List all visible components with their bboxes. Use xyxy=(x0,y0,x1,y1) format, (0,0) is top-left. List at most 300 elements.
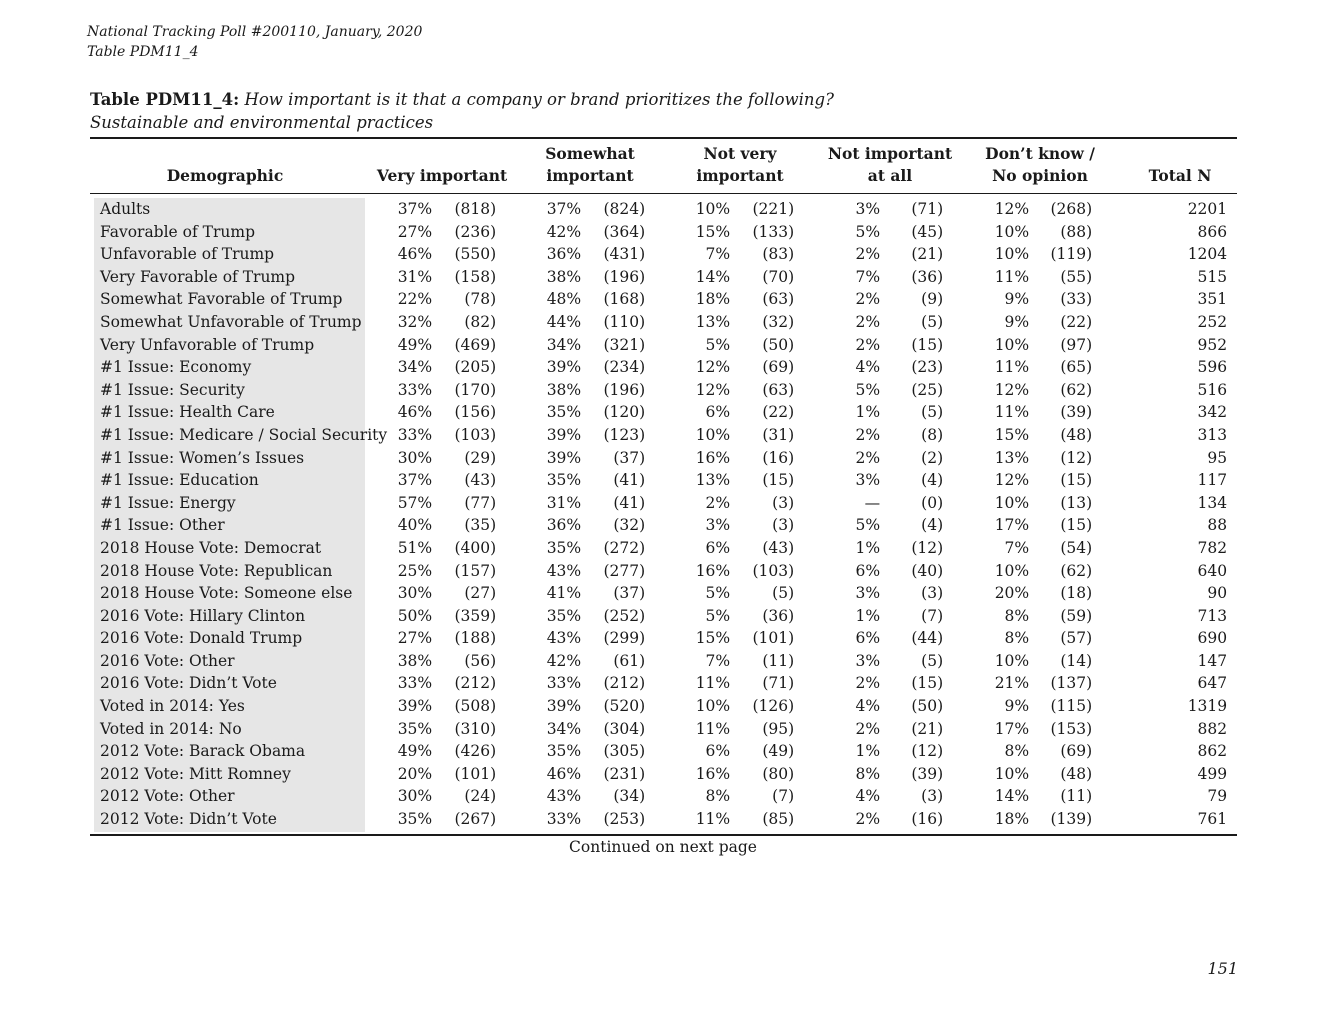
somewhat-important-n-cell: (61) xyxy=(613,651,646,670)
table-row xyxy=(90,243,1227,266)
not-important-pct-cell: 1% xyxy=(855,742,881,761)
very-important-n-cell: (310) xyxy=(454,719,497,738)
table-row xyxy=(90,379,1227,402)
not-very-important-n-cell: (70) xyxy=(762,267,795,286)
dont-know-pct-cell: 17% xyxy=(994,516,1030,535)
not-important-n-cell: (7) xyxy=(921,606,944,625)
somewhat-important-n-cell: (41) xyxy=(613,471,646,490)
dont-know-pct-cell: 8% xyxy=(1004,629,1030,648)
somewhat-important-pct-cell: 35% xyxy=(546,742,582,761)
dont-know-pct-cell: 15% xyxy=(994,425,1030,444)
dont-know-n-cell: (12) xyxy=(1060,448,1093,467)
table-row xyxy=(90,356,1227,379)
not-important-n-cell: (2) xyxy=(921,448,944,467)
very-important-pct-cell: 35% xyxy=(397,810,433,829)
total-n-cell: 515 xyxy=(1197,267,1228,286)
very-important-pct-cell: 38% xyxy=(397,651,433,670)
not-important-pct-cell: 2% xyxy=(855,674,881,693)
table-row xyxy=(90,198,1227,221)
dont-know-pct-cell: 13% xyxy=(994,448,1030,467)
somewhat-important-n-cell: (321) xyxy=(603,335,646,354)
not-very-important-n-cell: (3) xyxy=(772,493,795,512)
not-very-important-n-cell: (63) xyxy=(762,290,795,309)
not-very-important-pct-cell: 10% xyxy=(695,697,731,716)
not-very-important-n-cell: (71) xyxy=(762,674,795,693)
table-row xyxy=(90,627,1227,650)
not-important-pct-cell: 3% xyxy=(855,584,881,603)
not-very-important-n-cell: (69) xyxy=(762,358,795,377)
total-n-cell: 342 xyxy=(1197,403,1228,422)
not-very-important-pct-cell: 13% xyxy=(695,312,731,331)
demographic-label: #1 Issue: Education xyxy=(100,471,259,490)
col-header-not-important: Not important at all xyxy=(827,144,953,185)
demographic-label: #1 Issue: Women’s Issues xyxy=(100,448,305,467)
dont-know-n-cell: (153) xyxy=(1050,719,1093,738)
dont-know-n-cell: (62) xyxy=(1060,380,1093,399)
not-important-n-cell: (36) xyxy=(911,267,944,286)
not-important-pct-cell: 2% xyxy=(855,335,881,354)
not-important-pct-cell: 2% xyxy=(855,425,881,444)
very-important-pct-cell: 46% xyxy=(397,245,433,264)
not-important-n-cell: (8) xyxy=(921,425,944,444)
dont-know-n-cell: (22) xyxy=(1060,312,1093,331)
table-row xyxy=(90,672,1227,695)
table-row xyxy=(90,334,1227,357)
demographic-label: Unfavorable of Trump xyxy=(100,245,275,264)
not-very-important-n-cell: (133) xyxy=(752,222,795,241)
not-important-n-cell: (23) xyxy=(911,358,944,377)
demographic-label: Very Favorable of Trump xyxy=(100,267,296,286)
very-important-n-cell: (469) xyxy=(454,335,497,354)
table-question: How important is it that a company or brand prioritizes the following? xyxy=(244,90,834,109)
not-important-n-cell: (12) xyxy=(911,742,944,761)
dont-know-pct-cell: 8% xyxy=(1004,606,1030,625)
dont-know-n-cell: (62) xyxy=(1060,561,1093,580)
demographic-label: 2012 Vote: Other xyxy=(100,787,235,806)
not-very-important-n-cell: (95) xyxy=(762,719,795,738)
dont-know-n-cell: (33) xyxy=(1060,290,1093,309)
demographic-label: Voted in 2014: No xyxy=(100,719,242,738)
not-very-important-pct-cell: 15% xyxy=(695,629,731,648)
dont-know-n-cell: (55) xyxy=(1060,267,1093,286)
dont-know-pct-cell: 11% xyxy=(994,403,1030,422)
very-important-n-cell: (426) xyxy=(454,742,497,761)
very-important-pct-cell: 51% xyxy=(397,538,433,557)
somewhat-important-pct-cell: 33% xyxy=(546,810,582,829)
not-very-important-n-cell: (101) xyxy=(752,629,795,648)
not-very-important-n-cell: (16) xyxy=(762,448,795,467)
table-row xyxy=(90,447,1227,470)
not-very-important-pct-cell: 6% xyxy=(705,403,731,422)
not-very-important-pct-cell: 16% xyxy=(695,561,731,580)
not-important-n-cell: (39) xyxy=(911,764,944,783)
very-important-pct-cell: 35% xyxy=(397,719,433,738)
very-important-n-cell: (101) xyxy=(454,764,497,783)
very-important-pct-cell: 37% xyxy=(397,200,433,218)
not-important-n-cell: (44) xyxy=(911,629,944,648)
table-row xyxy=(90,288,1227,311)
not-important-n-cell: (3) xyxy=(921,584,944,603)
very-important-pct-cell: 30% xyxy=(397,787,433,806)
somewhat-important-pct-cell: 43% xyxy=(546,787,582,806)
total-n-cell: 499 xyxy=(1197,764,1228,783)
very-important-pct-cell: 37% xyxy=(397,471,433,490)
very-important-n-cell: (550) xyxy=(454,245,497,264)
demographic-label: 2018 House Vote: Republican xyxy=(100,561,333,580)
page-number: 151 xyxy=(1207,959,1238,978)
very-important-pct-cell: 34% xyxy=(397,358,433,377)
not-important-n-cell: (3) xyxy=(921,787,944,806)
somewhat-important-n-cell: (231) xyxy=(603,764,646,783)
total-n-cell: 516 xyxy=(1197,380,1228,399)
very-important-pct-cell: 22% xyxy=(397,290,433,309)
demographic-label: 2012 Vote: Barack Obama xyxy=(100,742,306,761)
dont-know-pct-cell: 21% xyxy=(994,674,1030,693)
dont-know-pct-cell: 18% xyxy=(994,810,1030,829)
very-important-pct-cell: 33% xyxy=(397,425,433,444)
not-important-n-cell: (15) xyxy=(911,674,944,693)
total-n-cell: 95 xyxy=(1207,448,1228,467)
dont-know-pct-cell: 20% xyxy=(994,584,1030,603)
not-very-important-pct-cell: 12% xyxy=(695,358,731,377)
not-very-important-pct-cell: 5% xyxy=(705,584,731,603)
dont-know-pct-cell: 8% xyxy=(1004,742,1030,761)
not-very-important-pct-cell: 7% xyxy=(705,245,731,264)
dont-know-pct-cell: 7% xyxy=(1004,538,1030,557)
somewhat-important-n-cell: (824) xyxy=(603,200,646,218)
col-header-total: Total N xyxy=(1148,166,1212,185)
very-important-pct-cell: 46% xyxy=(397,403,433,422)
dont-know-pct-cell: 12% xyxy=(994,471,1030,490)
not-important-pct-cell: 2% xyxy=(855,810,881,829)
table-row xyxy=(90,582,1227,605)
very-important-pct-cell: 49% xyxy=(397,335,433,354)
poll-title: National Tracking Poll #200110, January, 2020 xyxy=(87,24,423,40)
total-n-cell: 252 xyxy=(1197,312,1228,331)
not-important-n-cell: (40) xyxy=(911,561,944,580)
total-n-cell: 690 xyxy=(1197,629,1228,648)
somewhat-important-n-cell: (37) xyxy=(613,584,646,603)
somewhat-important-n-cell: (277) xyxy=(603,561,646,580)
not-very-important-pct-cell: 10% xyxy=(695,200,731,218)
somewhat-important-pct-cell: 42% xyxy=(546,222,582,241)
not-very-important-n-cell: (50) xyxy=(762,335,795,354)
very-important-n-cell: (188) xyxy=(454,629,497,648)
dont-know-pct-cell: 9% xyxy=(1004,290,1030,309)
very-important-n-cell: (82) xyxy=(464,312,497,331)
not-very-important-n-cell: (126) xyxy=(752,697,795,716)
col-header-demographic: Demographic xyxy=(166,166,284,185)
very-important-pct-cell: 30% xyxy=(397,448,433,467)
page-header xyxy=(87,22,422,62)
table-row xyxy=(90,695,1227,718)
very-important-pct-cell: 49% xyxy=(397,742,433,761)
top-rule xyxy=(90,137,1237,139)
dont-know-n-cell: (119) xyxy=(1050,245,1093,264)
not-important-pct-cell: 1% xyxy=(855,403,881,422)
somewhat-important-n-cell: (110) xyxy=(603,312,646,331)
somewhat-important-n-cell: (34) xyxy=(613,787,646,806)
total-n-cell: 882 xyxy=(1197,719,1228,738)
table-label: Table PDM11_4: xyxy=(90,90,240,109)
very-important-pct-cell: 31% xyxy=(397,267,433,286)
demographic-label: 2016 Vote: Didn’t Vote xyxy=(100,674,277,693)
dont-know-pct-cell: 14% xyxy=(994,787,1030,806)
table-row xyxy=(90,424,1227,447)
somewhat-important-n-cell: (253) xyxy=(603,810,646,829)
somewhat-important-n-cell: (305) xyxy=(603,742,646,761)
very-important-n-cell: (77) xyxy=(464,493,497,512)
dont-know-n-cell: (268) xyxy=(1050,200,1093,218)
very-important-n-cell: (27) xyxy=(464,584,497,603)
total-n-cell: 134 xyxy=(1197,493,1228,512)
very-important-n-cell: (212) xyxy=(454,674,497,693)
somewhat-important-n-cell: (196) xyxy=(603,267,646,286)
not-very-important-pct-cell: 15% xyxy=(695,222,731,241)
not-important-pct-cell: 2% xyxy=(855,290,881,309)
somewhat-important-n-cell: (168) xyxy=(603,290,646,309)
table-row xyxy=(90,266,1227,289)
dont-know-n-cell: (15) xyxy=(1060,471,1093,490)
somewhat-important-pct-cell: 38% xyxy=(546,267,582,286)
not-very-important-pct-cell: 13% xyxy=(695,471,731,490)
somewhat-important-pct-cell: 35% xyxy=(546,606,582,625)
dont-know-pct-cell: 9% xyxy=(1004,312,1030,331)
not-very-important-pct-cell: 18% xyxy=(695,290,731,309)
somewhat-important-n-cell: (272) xyxy=(603,538,646,557)
not-important-n-cell: (50) xyxy=(911,697,944,716)
not-important-n-cell: (71) xyxy=(911,200,944,218)
very-important-n-cell: (158) xyxy=(454,267,497,286)
total-n-cell: 761 xyxy=(1197,810,1228,829)
somewhat-important-n-cell: (32) xyxy=(613,516,646,535)
header-rule xyxy=(90,193,1237,194)
dont-know-n-cell: (139) xyxy=(1050,810,1093,829)
very-important-n-cell: (400) xyxy=(454,538,497,557)
not-important-pct-cell: — xyxy=(864,493,881,512)
somewhat-important-n-cell: (252) xyxy=(603,606,646,625)
not-important-pct-cell: 2% xyxy=(855,448,881,467)
not-very-important-n-cell: (22) xyxy=(762,403,795,422)
dont-know-n-cell: (14) xyxy=(1060,651,1093,670)
not-very-important-n-cell: (80) xyxy=(762,764,795,783)
not-very-important-n-cell: (11) xyxy=(762,651,795,670)
very-important-pct-cell: 32% xyxy=(397,312,433,331)
somewhat-important-pct-cell: 39% xyxy=(546,358,582,377)
dont-know-pct-cell: 10% xyxy=(994,561,1030,580)
dont-know-pct-cell: 10% xyxy=(994,651,1030,670)
col-header-very-important: Very important xyxy=(376,166,508,185)
demographic-label: 2016 Vote: Donald Trump xyxy=(100,629,303,648)
not-important-pct-cell: 3% xyxy=(855,651,881,670)
demographic-label: 2018 House Vote: Democrat xyxy=(100,538,322,557)
not-important-n-cell: (5) xyxy=(921,403,944,422)
somewhat-important-pct-cell: 39% xyxy=(546,697,582,716)
table-row xyxy=(90,560,1227,583)
total-n-cell: 2201 xyxy=(1187,200,1228,218)
not-very-important-pct-cell: 11% xyxy=(695,810,731,829)
not-important-pct-cell: 1% xyxy=(855,538,881,557)
demographic-label: 2018 House Vote: Someone else xyxy=(100,584,353,603)
not-very-important-n-cell: (43) xyxy=(762,538,795,557)
demographic-label: #1 Issue: Economy xyxy=(100,358,252,377)
not-very-important-n-cell: (36) xyxy=(762,606,795,625)
somewhat-important-n-cell: (364) xyxy=(603,222,646,241)
very-important-n-cell: (359) xyxy=(454,606,497,625)
not-very-important-n-cell: (15) xyxy=(762,471,795,490)
demographic-label: #1 Issue: Energy xyxy=(100,493,236,512)
dont-know-n-cell: (97) xyxy=(1060,335,1093,354)
somewhat-important-n-cell: (41) xyxy=(613,493,646,512)
very-important-pct-cell: 27% xyxy=(397,222,433,241)
very-important-n-cell: (236) xyxy=(454,222,497,241)
dont-know-n-cell: (57) xyxy=(1060,629,1093,648)
table-subtitle: Sustainable and environmental practices xyxy=(90,113,434,132)
very-important-n-cell: (43) xyxy=(464,471,497,490)
continued-note: Continued on next page xyxy=(569,838,757,856)
not-very-important-n-cell: (83) xyxy=(762,245,795,264)
dont-know-pct-cell: 17% xyxy=(994,719,1030,738)
total-n-cell: 1204 xyxy=(1187,245,1228,264)
very-important-pct-cell: 20% xyxy=(397,764,433,783)
total-n-cell: 640 xyxy=(1197,561,1228,580)
dont-know-pct-cell: 11% xyxy=(994,358,1030,377)
total-n-cell: 862 xyxy=(1197,742,1228,761)
not-very-important-pct-cell: 3% xyxy=(705,516,731,535)
not-important-pct-cell: 5% xyxy=(855,516,881,535)
not-important-pct-cell: 4% xyxy=(855,697,881,716)
table-row xyxy=(90,469,1227,492)
not-very-important-n-cell: (3) xyxy=(772,516,795,535)
very-important-n-cell: (818) xyxy=(454,200,497,218)
dont-know-n-cell: (15) xyxy=(1060,516,1093,535)
not-very-important-pct-cell: 14% xyxy=(695,267,731,286)
table-row xyxy=(90,492,1227,515)
not-important-pct-cell: 1% xyxy=(855,606,881,625)
total-n-cell: 647 xyxy=(1197,674,1228,693)
not-very-important-pct-cell: 6% xyxy=(705,742,731,761)
very-important-n-cell: (508) xyxy=(454,697,497,716)
dont-know-n-cell: (137) xyxy=(1050,674,1093,693)
very-important-n-cell: (78) xyxy=(464,290,497,309)
demographic-label: 2016 Vote: Hillary Clinton xyxy=(100,606,306,625)
not-important-n-cell: (15) xyxy=(911,335,944,354)
somewhat-important-n-cell: (196) xyxy=(603,380,646,399)
not-very-important-pct-cell: 5% xyxy=(705,606,731,625)
not-very-important-n-cell: (221) xyxy=(752,200,795,218)
somewhat-important-pct-cell: 42% xyxy=(546,651,582,670)
not-very-important-pct-cell: 16% xyxy=(695,448,731,467)
col-header-dont-know: Don’t know / No opinion xyxy=(985,144,1095,185)
not-important-pct-cell: 2% xyxy=(855,245,881,264)
somewhat-important-pct-cell: 34% xyxy=(546,335,582,354)
table-row xyxy=(90,514,1227,537)
somewhat-important-n-cell: (234) xyxy=(603,358,646,377)
not-very-important-pct-cell: 6% xyxy=(705,538,731,557)
somewhat-important-pct-cell: 35% xyxy=(546,538,582,557)
total-n-cell: 79 xyxy=(1207,787,1228,806)
not-important-n-cell: (4) xyxy=(921,471,944,490)
not-important-pct-cell: 6% xyxy=(855,629,881,648)
dont-know-pct-cell: 10% xyxy=(994,335,1030,354)
somewhat-important-pct-cell: 39% xyxy=(546,448,582,467)
table-title xyxy=(90,88,1238,134)
very-important-n-cell: (56) xyxy=(464,651,497,670)
not-very-important-pct-cell: 10% xyxy=(695,425,731,444)
total-n-cell: 1319 xyxy=(1187,697,1228,716)
demographic-label: 2012 Vote: Didn’t Vote xyxy=(100,810,277,829)
not-important-pct-cell: 4% xyxy=(855,787,881,806)
not-very-important-pct-cell: 8% xyxy=(705,787,731,806)
very-important-n-cell: (35) xyxy=(464,516,497,535)
very-important-n-cell: (157) xyxy=(454,561,497,580)
very-important-n-cell: (24) xyxy=(464,787,497,806)
very-important-n-cell: (205) xyxy=(454,358,497,377)
not-important-n-cell: (45) xyxy=(911,222,944,241)
dont-know-pct-cell: 10% xyxy=(994,222,1030,241)
somewhat-important-n-cell: (304) xyxy=(603,719,646,738)
total-n-cell: 147 xyxy=(1197,651,1228,670)
dont-know-pct-cell: 12% xyxy=(994,380,1030,399)
table-row xyxy=(90,718,1227,741)
dont-know-n-cell: (11) xyxy=(1060,787,1093,806)
not-important-n-cell: (0) xyxy=(921,493,944,512)
total-n-cell: 351 xyxy=(1197,290,1228,309)
total-n-cell: 313 xyxy=(1197,425,1228,444)
very-important-pct-cell: 27% xyxy=(397,629,433,648)
somewhat-important-pct-cell: 35% xyxy=(546,471,582,490)
total-n-cell: 117 xyxy=(1197,471,1228,490)
not-important-n-cell: (16) xyxy=(911,810,944,829)
table-row xyxy=(90,221,1227,244)
demographic-label: 2016 Vote: Other xyxy=(100,651,235,670)
dont-know-pct-cell: 12% xyxy=(994,200,1030,218)
demographic-label: Voted in 2014: Yes xyxy=(100,697,245,716)
table-id: Table PDM11_4 xyxy=(87,44,199,60)
somewhat-important-pct-cell: 41% xyxy=(546,584,582,603)
not-very-important-pct-cell: 7% xyxy=(705,651,731,670)
dont-know-n-cell: (88) xyxy=(1060,222,1093,241)
not-very-important-pct-cell: 16% xyxy=(695,764,731,783)
somewhat-important-n-cell: (520) xyxy=(603,697,646,716)
dont-know-n-cell: (59) xyxy=(1060,606,1093,625)
very-important-pct-cell: 30% xyxy=(397,584,433,603)
somewhat-important-pct-cell: 36% xyxy=(546,245,582,264)
dont-know-n-cell: (18) xyxy=(1060,584,1093,603)
very-important-n-cell: (103) xyxy=(454,425,497,444)
data-table xyxy=(90,198,1227,831)
table-row xyxy=(90,650,1227,673)
somewhat-important-n-cell: (123) xyxy=(603,425,646,444)
not-important-pct-cell: 2% xyxy=(855,312,881,331)
not-important-n-cell: (5) xyxy=(921,312,944,331)
somewhat-important-n-cell: (212) xyxy=(603,674,646,693)
total-n-cell: 88 xyxy=(1207,516,1228,535)
not-very-important-n-cell: (31) xyxy=(762,425,795,444)
total-n-cell: 952 xyxy=(1197,335,1228,354)
dont-know-n-cell: (39) xyxy=(1060,403,1093,422)
demographic-label: 2012 Vote: Mitt Romney xyxy=(100,764,291,783)
not-important-pct-cell: 5% xyxy=(855,380,881,399)
not-important-pct-cell: 7% xyxy=(855,267,881,286)
not-important-n-cell: (4) xyxy=(921,516,944,535)
somewhat-important-pct-cell: 34% xyxy=(546,719,582,738)
not-very-important-n-cell: (103) xyxy=(752,561,795,580)
dont-know-pct-cell: 10% xyxy=(994,245,1030,264)
somewhat-important-pct-cell: 48% xyxy=(546,290,582,309)
demographic-label: Very Unfavorable of Trump xyxy=(100,335,315,354)
not-important-n-cell: (21) xyxy=(911,719,944,738)
